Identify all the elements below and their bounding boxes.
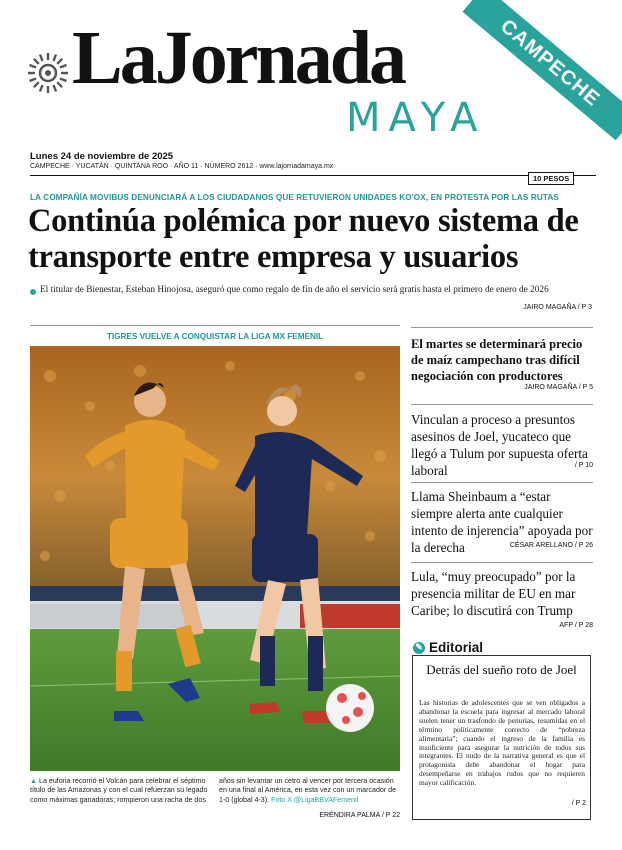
- edition-ribbon: CAMPECHE: [462, 0, 622, 140]
- editorial-header: [413, 640, 483, 655]
- caption-triangle-icon: ▲: [30, 777, 38, 785]
- logo-subtitle: MAYA: [346, 95, 486, 141]
- sidebar-byline-3: CÉSAR ARELLANO / P 26: [509, 542, 593, 549]
- photo-kicker: TIGRES VUELVE A CONQUISTAR LA LIGA MX FEMENIL: [106, 332, 324, 341]
- lead-headline[interactable]: Continúa polémica por nuevo sistema de transporte entre empresa y usuarios: [28, 203, 579, 275]
- edition-line: CAMPECHE · YUCATÁN · QUINTANA ROO · AÑO 11 · NÚMERO 2612 · www.lajornadamaya.mx: [30, 163, 334, 170]
- caption-text: La euforia recorrió el Volcán para celebrar el séptimo título de las Amazonas y con el cual refuerzan su legado como máximas ganadoras; rompieron una racha de dos años sin levantar un cetro al vencer por tercera ocasión en una final al América, en esta vez con un marcador de 1-0 (global 4-3).: [30, 777, 397, 804]
- editorial-label: Editorial: [429, 640, 484, 655]
- sidebar-byline-1: JAIRO MAGAÑA / P 5: [524, 384, 593, 391]
- sidebar-divider: [411, 404, 593, 405]
- soccer-match-photo[interactable]: [30, 346, 400, 771]
- sidebar-headline-4[interactable]: Lula, “muy preocupado” por la presencia militar de EU en mar Caribe; lo discutirá con Trump: [411, 569, 576, 618]
- sidebar-divider: [411, 327, 593, 328]
- sidebar-byline-2: / P 10: [574, 462, 593, 469]
- editorial-page: / P 2: [571, 800, 586, 807]
- lead-kicker: LA COMPAÑÍA MOVIBUS DENUNCIARÁ A LOS CIUDADANOS QUE RETUVIERON UNIDADES KO'OX, EN PROTESTA POR LAS RUTAS: [30, 193, 559, 202]
- masthead-divider: [30, 175, 596, 176]
- photo-credit[interactable]: Foto X @LigaBBVAFemenil: [271, 795, 359, 804]
- soccer-ball: [326, 684, 374, 732]
- sidebar-headline-2[interactable]: Vinculan a proceso a presuntos asesinos de Joel, yucateco que llegó a Tulum por supuesta oferta laboral: [411, 412, 588, 478]
- sidebar-divider: [411, 562, 593, 563]
- photo-byline: ERÉNDIRA PALMA / P 22: [319, 812, 400, 819]
- editorial-icon: ✎: [413, 642, 425, 654]
- sidebar-headline-3[interactable]: Llama Sheinbaum a “estar siempre alerta ante cualquier intento de injerencia” apoyada por la derecha: [411, 489, 593, 555]
- photo-caption: [30, 777, 400, 805]
- sidebar-divider: [411, 482, 593, 483]
- lead-byline: JAIRO MAGAÑA / P 3: [523, 304, 592, 311]
- editorial-body: Las historias de adolescentes que se ven obligados a abandonar la escuela para ingresar al mercado laboral suelen tener un trasfondo de penurias, resumidas en el término políticamente correcto de “pobreza alimentaria”; cuando el ingreso de la familia es insuficiente para asegurar la nutrición de todos sus integrantes. El nudo de la narrativa general es que el protagonista debe abandonar el hogar para desempeñarse en trabajos rudos que no requieren mayor calificación.: [419, 698, 585, 788]
- issue-date: Lunes 24 de noviembre de 2025: [30, 151, 174, 162]
- price-badge: 10 PESOS: [528, 172, 574, 185]
- sidebar-headline-1[interactable]: El martes se determinará precio de maíz campechano tras difícil negociación con productores: [411, 337, 583, 383]
- sidebar-byline-4: AFP / P 28: [559, 622, 593, 629]
- editorial-title[interactable]: Detrás del sueño roto de Joel: [426, 662, 577, 677]
- sun-logo-icon: [27, 52, 69, 94]
- logo-wordmark: LaJornada: [72, 16, 404, 100]
- section-divider: [30, 325, 400, 326]
- bullet-icon: [30, 289, 36, 295]
- lead-lede: El titular de Bienestar, Esteban Hinojosa, aseguró que como regalo de fin de año el servicio será gratis hasta el primero de enero de 2026: [40, 285, 549, 295]
